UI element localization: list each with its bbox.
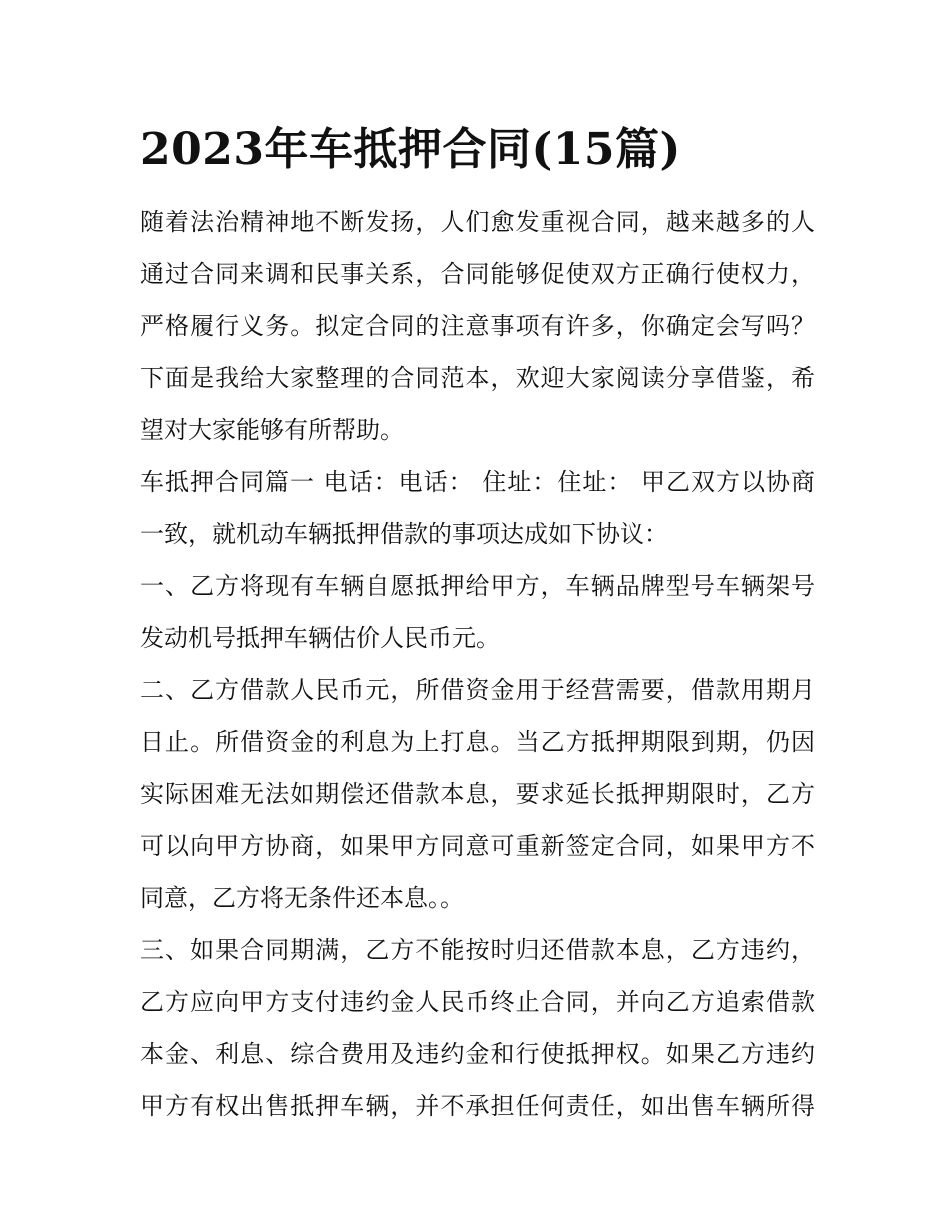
text-line: 乙方应向甲方支付违约金人民币终止合同，并向乙方追索借款	[140, 988, 815, 1016]
text-line: 车抵押合同篇一 电话：电话： 住址：住址： 甲乙双方以协商	[140, 468, 815, 496]
text-line: 望对大家能够有所帮助。	[140, 416, 404, 444]
text-line: 一致，就机动车辆抵押借款的事项达成如下协议：	[140, 520, 668, 548]
contract-header-paragraph	[140, 456, 815, 560]
document-page	[140, 118, 815, 1132]
text-line: 发动机号抵押车辆估价人民币元。	[140, 624, 500, 652]
clause-3-paragraph	[140, 924, 815, 1132]
text-line: 随着法治精神地不断发扬，人们愈发重视合同，越来越多的人	[140, 208, 815, 236]
text-line: 可以向甲方协商，如果甲方同意可重新签定合同，如果甲方不	[140, 832, 815, 860]
document-title: 2023年车抵押合同(15篇)	[140, 124, 681, 175]
text-line: 通过合同来调和民事关系，合同能够促使双方正确行使权力，	[140, 260, 815, 288]
text-line: 下面是我给大家整理的合同范本，欢迎大家阅读分享借鉴，希	[140, 364, 815, 392]
text-line: 甲方有权出售抵押车辆，并不承担任何责任，如出售车辆所得	[140, 1092, 815, 1120]
text-line: 本金、利息、综合费用及违约金和行使抵押权。如果乙方违约	[140, 1040, 815, 1068]
intro-paragraph	[140, 196, 815, 456]
text-line: 二、乙方借款人民币元，所借资金用于经营需要，借款用期月	[140, 676, 815, 704]
text-line: 一、乙方将现有车辆自愿抵押给甲方，车辆品牌型号车辆架号	[140, 572, 815, 600]
text-line: 三、如果合同期满，乙方不能按时归还借款本息，乙方违约，	[140, 936, 815, 964]
text-line: 日止。所借资金的利息为上打息。当乙方抵押期限到期，仍因	[140, 728, 815, 756]
text-line: 实际困难无法如期偿还借款本息，要求延长抵押期限时，乙方	[140, 780, 815, 808]
clause-1-paragraph	[140, 560, 815, 664]
text-line: 同意，乙方将无条件还本息。。	[140, 884, 464, 912]
clause-2-paragraph	[140, 664, 815, 924]
text-line: 严格履行义务。拟定合同的注意事项有许多，你确定会写吗？	[140, 312, 815, 340]
